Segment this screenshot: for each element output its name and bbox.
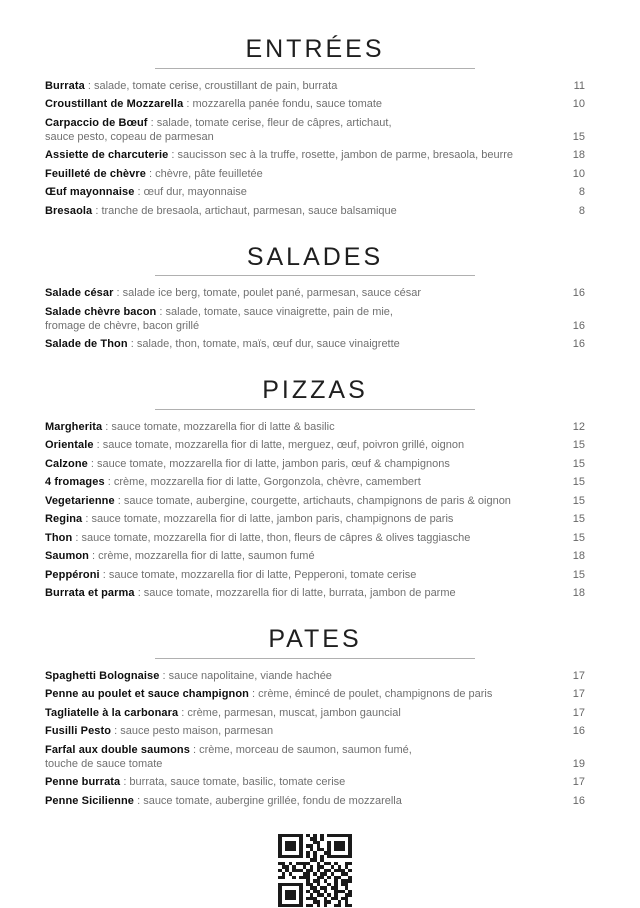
item-line-1 <box>45 743 559 757</box>
item-text <box>45 475 559 489</box>
item-text <box>45 305 559 333</box>
item-price: 15 <box>572 494 585 507</box>
item-desc: : salade, tomate cerise, croustillant de pain, burrata <box>84 79 338 92</box>
qr-grid <box>278 834 352 908</box>
item-desc: : sauce tomate, aubergine, courgette, artichauts, champignons de paris & oignon <box>114 494 511 507</box>
item-line-1 <box>45 706 559 720</box>
item-line-1 <box>45 79 559 93</box>
item-name: Croustillant de Mozzarella <box>45 98 184 110</box>
item-price: 15 <box>572 130 585 143</box>
item-text <box>45 724 559 738</box>
item-text <box>45 79 559 93</box>
item-price: 16 <box>572 287 585 299</box>
item-name: Orientale <box>45 439 94 451</box>
item-line-1 <box>45 420 559 434</box>
section-items <box>45 286 585 351</box>
item-name: Thon <box>45 531 73 544</box>
item-text <box>45 494 559 508</box>
menu-item <box>45 743 585 771</box>
item-desc: : chèvre, pâte feuilletée <box>145 167 263 180</box>
section-items <box>45 669 585 808</box>
item-price: 16 <box>572 725 585 737</box>
menu-section-entrees <box>45 36 585 218</box>
item-name: Salade de Thon <box>45 338 128 350</box>
item-name: Farfal aux double saumons <box>45 743 190 756</box>
item-desc: : sauce tomate, mozzarella fior di latte, burrata, jambon de parme <box>134 587 456 599</box>
item-desc: : crème, mozzarella fior di latte, Gorgonzola, chèvre, camembert <box>104 476 421 488</box>
menu-item <box>45 286 585 300</box>
item-desc: : crème, émincé de poulet, champignons de paris <box>248 688 493 700</box>
item-desc: : saucisson sec à la truffe, rosette, jambon de parme, bresaola, beurre <box>168 149 514 161</box>
item-price: 17 <box>572 669 585 682</box>
section-underline <box>155 275 475 276</box>
item-name: Margherita <box>45 420 103 433</box>
item-text <box>45 438 559 452</box>
item-text <box>45 116 559 144</box>
item-price: 17 <box>572 688 585 700</box>
menu-item <box>45 512 585 526</box>
menu-section-salades <box>45 244 585 352</box>
item-text <box>45 687 559 701</box>
item-text <box>45 743 559 771</box>
item-line-1 <box>45 204 559 218</box>
item-line-1 <box>45 475 559 489</box>
item-desc: : œuf dur, mayonnaise <box>134 186 247 198</box>
item-text <box>45 148 559 162</box>
item-price: 10 <box>572 167 585 180</box>
item-line-1 <box>45 586 559 600</box>
menu-item <box>45 586 585 600</box>
item-line-1 <box>45 687 559 701</box>
item-text <box>45 457 559 471</box>
item-price: 18 <box>572 149 585 161</box>
section-title: PIZZAS <box>262 376 368 404</box>
item-text <box>45 568 559 582</box>
item-price: 10 <box>572 98 585 110</box>
item-name: Saumon <box>45 550 89 562</box>
item-price: 16 <box>572 794 585 807</box>
section-title: SALADES <box>246 242 384 271</box>
item-name: Regina <box>45 513 83 525</box>
item-desc: : sauce tomate, mozzarella fior di latte, Pepperoni, tomate cerise <box>99 568 417 581</box>
section-items <box>45 79 585 218</box>
menu-item <box>45 305 585 333</box>
item-desc-continued: fromage de chèvre, bacon grillé <box>45 319 200 332</box>
item-line-1 <box>45 167 559 181</box>
item-name: Penne Sicilienne <box>45 794 135 807</box>
item-text <box>45 669 559 683</box>
item-desc: : sauce tomate, mozzarella fior di latte, merguez, œuf, poivron grillé, oignon <box>93 439 465 451</box>
item-desc: : sauce napolitaine, viande hachée <box>159 669 332 682</box>
item-price: 16 <box>572 319 585 332</box>
item-name: Carpaccio de Bœuf <box>45 116 148 129</box>
item-line-1 <box>45 724 559 738</box>
item-text <box>45 775 559 789</box>
item-desc: : crème, morceau de saumon, saumon fumé, <box>189 743 412 756</box>
item-line-1 <box>45 669 559 683</box>
item-name: Tagliatelle à la carbonara <box>45 706 179 719</box>
item-line-1 <box>45 775 559 789</box>
item-text <box>45 185 559 199</box>
menu-item <box>45 185 585 199</box>
item-price: 16 <box>572 338 585 350</box>
item-desc: : sauce tomate, mozzarella fior di latte, thon, fleurs de câpres & olives taggiasche <box>72 531 471 544</box>
item-text <box>45 97 559 111</box>
item-text <box>45 286 559 300</box>
menu-item <box>45 475 585 489</box>
item-price: 15 <box>572 531 585 544</box>
item-name: Penne burrata <box>45 776 121 788</box>
menu-item <box>45 337 585 351</box>
menu-item <box>45 531 585 545</box>
item-price: 15 <box>572 457 585 470</box>
item-line-1 <box>45 457 559 471</box>
item-line-1 <box>45 97 559 111</box>
item-line-2 <box>45 319 559 333</box>
item-name: Assiette de charcuterie <box>45 149 169 161</box>
item-name: Penne au poulet et sauce champignon <box>45 688 249 700</box>
menu-item <box>45 167 585 181</box>
qr-module <box>348 904 352 908</box>
item-desc: : salade ice berg, tomate, poulet pané, parmesan, sauce césar <box>113 287 422 299</box>
item-name: Spaghetti Bolognaise <box>45 669 160 682</box>
menu-item <box>45 79 585 93</box>
item-line-1 <box>45 185 559 199</box>
item-desc: : sauce tomate, mozzarella fior di latte, jambon paris, œuf & champignons <box>87 457 450 470</box>
item-text <box>45 337 559 351</box>
item-text <box>45 706 559 720</box>
menu-item <box>45 706 585 720</box>
item-name: Fusilli Pesto <box>45 725 112 737</box>
qr-code <box>45 834 585 908</box>
item-name: Calzone <box>45 457 88 470</box>
item-line-1 <box>45 116 559 130</box>
item-line-2 <box>45 757 559 771</box>
item-line-2 <box>45 130 559 144</box>
item-price: 8 <box>578 186 585 198</box>
item-name: Salade césar <box>45 287 114 299</box>
section-title: ENTRÉES <box>245 35 385 63</box>
item-price: 17 <box>572 706 585 719</box>
item-name: 4 fromages <box>45 476 105 488</box>
menu-item <box>45 420 585 434</box>
item-line-1 <box>45 531 559 545</box>
item-name: Peppéroni <box>45 568 100 581</box>
item-text <box>45 204 559 218</box>
item-desc: : crème, parmesan, muscat, jambon gauncial <box>178 706 401 719</box>
menu-item <box>45 148 585 162</box>
menu-item <box>45 204 585 218</box>
item-text <box>45 531 559 545</box>
item-desc: : sauce tomate, mozzarella fior di latte & basilic <box>102 420 335 433</box>
menu-item <box>45 775 585 789</box>
menu-section-pates <box>45 626 585 808</box>
item-price: 18 <box>572 550 585 562</box>
item-desc: : tranche de bresaola, artichaut, parmesan, sauce balsamique <box>92 204 397 217</box>
item-line-1 <box>45 305 559 319</box>
item-price: 11 <box>573 79 585 92</box>
menu-item <box>45 494 585 508</box>
item-line-1 <box>45 794 559 808</box>
item-line-1 <box>45 568 559 582</box>
menu-item <box>45 568 585 582</box>
menu-item <box>45 97 585 111</box>
item-desc: : salade, tomate, sauce vinaigrette, pain de mie, <box>156 305 393 318</box>
item-desc: : sauce tomate, aubergine grillée, fondu de mozzarella <box>134 794 402 807</box>
item-price: 15 <box>572 476 585 488</box>
item-name: Œuf mayonnaise <box>45 186 135 198</box>
item-name: Burrata <box>45 79 85 92</box>
item-name: Salade chèvre bacon <box>45 305 157 318</box>
item-price: 15 <box>572 568 585 581</box>
item-line-1 <box>45 337 559 351</box>
item-price: 15 <box>572 513 585 525</box>
item-name: Burrata et parma <box>45 587 135 599</box>
item-text <box>45 512 559 526</box>
item-name: Bresaola <box>45 204 93 217</box>
menu-item <box>45 549 585 563</box>
menu-section-pizzas <box>45 377 585 600</box>
item-text <box>45 167 559 181</box>
menu-item <box>45 794 585 808</box>
item-line-1 <box>45 438 559 452</box>
item-name: Vegetarienne <box>45 494 115 507</box>
item-desc: : sauce tomate, mozzarella fior di latte, jambon paris, champignons de paris <box>82 513 454 525</box>
item-price: 18 <box>572 587 585 599</box>
item-price: 15 <box>572 439 585 451</box>
item-text <box>45 794 559 808</box>
item-price: 19 <box>572 757 585 770</box>
item-line-1 <box>45 512 559 526</box>
menu-item <box>45 116 585 144</box>
menu-item <box>45 457 585 471</box>
menu-item <box>45 724 585 738</box>
item-price: 8 <box>578 204 585 217</box>
item-text <box>45 420 559 434</box>
menu-item <box>45 438 585 452</box>
item-text <box>45 586 559 600</box>
section-underline <box>155 409 475 410</box>
item-desc: : crème, mozzarella fior di latte, saumon fumé <box>89 550 315 562</box>
item-price: 17 <box>572 776 585 788</box>
section-items <box>45 420 585 601</box>
item-line-1 <box>45 148 559 162</box>
item-desc: : salade, tomate cerise, fleur de câpres, artichaut, <box>147 116 392 129</box>
menu-item <box>45 687 585 701</box>
item-price: 12 <box>572 420 585 433</box>
item-line-1 <box>45 494 559 508</box>
item-desc: : salade, thon, tomate, maïs, œuf dur, sauce vinaigrette <box>127 338 400 350</box>
section-underline <box>155 68 475 69</box>
section-underline <box>155 658 475 659</box>
item-name: Feuilleté de chèvre <box>45 167 146 180</box>
section-title: PATES <box>268 625 362 653</box>
item-desc-continued: touche de sauce tomate <box>45 757 163 770</box>
item-desc-continued: sauce pesto, copeau de parmesan <box>45 130 214 143</box>
item-text <box>45 549 559 563</box>
menu-sections <box>45 36 585 808</box>
item-desc: : sauce pesto maison, parmesan <box>111 725 274 737</box>
item-line-1 <box>45 549 559 563</box>
menu-item <box>45 669 585 683</box>
item-line-1 <box>45 286 559 300</box>
item-desc: : burrata, sauce tomate, basilic, tomate cerise <box>120 776 346 788</box>
item-desc: : mozzarella panée fondu, sauce tomate <box>183 98 383 110</box>
